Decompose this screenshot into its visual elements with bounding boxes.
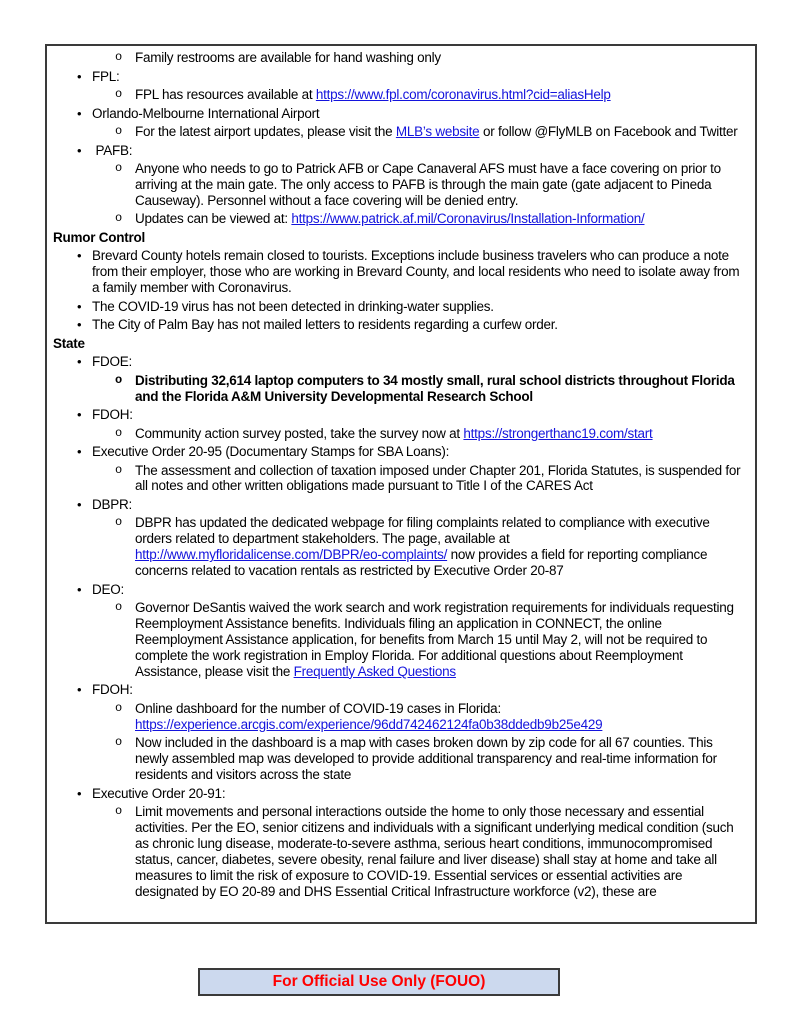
list-item-level2 bbox=[53, 600, 744, 680]
text-run: FDOE: bbox=[92, 354, 133, 370]
text-run: FDOH: bbox=[92, 407, 133, 423]
list-item-level2 bbox=[53, 515, 744, 579]
list-item-level1 bbox=[53, 582, 744, 598]
text-run: Now included in the dashboard is a map with cases broken down by zip code for all 67 counties. This newly assembled map was developed to provide additional transparency and real-time information for residents and visitors across the state bbox=[135, 735, 721, 782]
disc-bullet-icon: • bbox=[77, 317, 82, 333]
list-item-level1 bbox=[53, 682, 744, 698]
text-run: Updates can be viewed at: bbox=[135, 211, 292, 227]
disc-bullet-icon: • bbox=[77, 581, 82, 597]
text-run: DEO: bbox=[92, 581, 125, 597]
circle-bullet-icon: o bbox=[115, 600, 122, 615]
circle-bullet-icon: o bbox=[115, 124, 122, 138]
disc-bullet-icon: • bbox=[77, 444, 82, 460]
text-run: Family restrooms are available for hand washing only bbox=[135, 50, 441, 65]
disc-bullet-icon: • bbox=[77, 298, 82, 314]
circle-bullet-icon: o bbox=[115, 372, 122, 387]
list-item-level2 bbox=[53, 735, 744, 783]
disc-bullet-icon: • bbox=[77, 354, 82, 370]
text-run: DBPR has updated the dedicated webpage for filing complaints related to compliance with executive orders related to department stakeholders. The page, available at bbox=[135, 515, 714, 547]
text-run: The assessment and collection of taxation imposed under Chapter 201, Florida Statutes, is suspended for all notes and other written obligations made pursuant to Title I of the CARES Act bbox=[135, 462, 744, 494]
circle-bullet-icon: o bbox=[115, 700, 122, 715]
hyperlink[interactable]: https://www.patrick.af.mil/Coronavirus/Installation-Information/ bbox=[291, 211, 645, 227]
text-run: now provides a field for reporting compliance concerns related to vacation rentals as restricted by Executive Order 20-87 bbox=[135, 547, 711, 579]
circle-bullet-icon: o bbox=[115, 804, 122, 818]
list-item-level1 bbox=[53, 317, 744, 333]
fouo-footer-banner bbox=[198, 968, 560, 996]
section-heading bbox=[53, 336, 744, 352]
text-run: FPL has resources available at bbox=[135, 87, 316, 102]
hyperlink[interactable]: https://strongerthanc19.com/start bbox=[463, 425, 653, 441]
disc-bullet-icon: • bbox=[77, 248, 82, 264]
text-run: State bbox=[53, 335, 85, 351]
list-item-level1 bbox=[53, 143, 744, 159]
list-item-level2 bbox=[53, 124, 744, 140]
text-run: Governor DeSantis waived the work search and work registration requirements for individuals requesting Reemployment Assistance benefits. Individuals filing an application in CONNECT, the online Reemployment Assistance application, for benefits from March 15 until May 2, will not be required to complete the work registration in Employ Florida. For additional questions about Reemployment Assistance, please visit the bbox=[135, 600, 738, 679]
list-item-level2 bbox=[53, 211, 744, 227]
fouo-footer-label: For Official Use Only (FOUO) bbox=[272, 973, 486, 990]
text-run: Limit movements and personal interactions outside the home to only those necessary and essential activities. Per the EO, senior citizens and individuals with a significant underlying medical condition (such as chronic lung disease, moderate-to-severe asthma, serious heart conditions, immunocompromised status, cancer, diabetes, severe obesity, renal failure and liver disease) shall stay at home and take all measures to limit the risk of exposure to COVID-19. Essential services or essential activities are designated by EO 20-89 and DHS Essential Critical Infrastructure workforce (v2), these are bbox=[135, 804, 738, 899]
text-run: Executive Order 20-91: bbox=[92, 785, 226, 801]
text-run: The City of Palm Bay has not mailed letters to residents regarding a curfew order. bbox=[92, 317, 558, 333]
disc-bullet-icon: • bbox=[77, 496, 82, 512]
list-item-level1 bbox=[53, 786, 744, 802]
text-run: or follow @FlyMLB on Facebook and Twitter bbox=[479, 124, 738, 139]
text-run: For the latest airport updates, please visit the bbox=[135, 124, 396, 139]
list-item-level2 bbox=[53, 87, 744, 103]
list-item-level2 bbox=[53, 804, 744, 899]
text-run: Brevard County hotels remain closed to tourists. Exceptions include business travelers who can produce a note from their employer, those who are working in Brevard County, and local residents who need to isolate away from a family member with Coronavirus. bbox=[92, 248, 743, 296]
list-item-level1 bbox=[53, 407, 744, 423]
list-item-level1 bbox=[53, 444, 744, 460]
list-item-level2 bbox=[53, 373, 744, 405]
disc-bullet-icon: • bbox=[77, 105, 82, 121]
circle-bullet-icon: o bbox=[115, 87, 122, 101]
text-run: Online dashboard for the number of COVID-19 cases in Florida: bbox=[135, 700, 505, 716]
disc-bullet-icon: • bbox=[77, 682, 82, 698]
hyperlink[interactable]: MLB’s website bbox=[395, 124, 480, 139]
list-item-level2 bbox=[53, 426, 744, 442]
hyperlink[interactable]: https://experience.arcgis.com/experience/96dd742462124fa0b38ddedb9b25e429 bbox=[135, 716, 603, 732]
text-run: Rumor Control bbox=[53, 229, 145, 245]
text-run: DBPR: bbox=[92, 496, 133, 512]
text-run: FDOH: bbox=[92, 682, 133, 698]
list-item-level1 bbox=[53, 106, 744, 122]
list-item-level1 bbox=[53, 69, 744, 85]
disc-bullet-icon: • bbox=[77, 142, 82, 158]
hyperlink[interactable]: http://www.myfloridalicense.com/DBPR/eo-complaints/ bbox=[135, 547, 448, 563]
circle-bullet-icon: o bbox=[115, 515, 122, 530]
disc-bullet-icon: • bbox=[77, 68, 82, 84]
text-run: FPL: bbox=[92, 68, 120, 84]
circle-bullet-icon: o bbox=[115, 161, 122, 175]
document-body bbox=[53, 50, 744, 899]
list-item-level2 bbox=[53, 463, 744, 495]
section-heading bbox=[53, 230, 744, 246]
list-item-level1 bbox=[53, 497, 744, 513]
circle-bullet-icon: o bbox=[115, 211, 122, 226]
list-item-level1 bbox=[53, 354, 744, 370]
list-item-level2 bbox=[53, 161, 744, 209]
text-run: Community action survey posted, take the survey now at bbox=[135, 425, 464, 441]
circle-bullet-icon: o bbox=[115, 462, 122, 477]
text-run: PAFB: bbox=[92, 142, 133, 158]
disc-bullet-icon: • bbox=[77, 785, 82, 801]
text-run: The COVID-19 virus has not been detected in drinking-water supplies. bbox=[92, 298, 494, 314]
circle-bullet-icon: o bbox=[115, 50, 122, 64]
page-border-box bbox=[45, 44, 757, 924]
text-run: Executive Order 20-95 (Documentary Stamps for SBA Loans): bbox=[92, 444, 450, 460]
text-run: Orlando-Melbourne International Airport bbox=[92, 105, 320, 121]
circle-bullet-icon: o bbox=[115, 735, 122, 750]
disc-bullet-icon: • bbox=[77, 407, 82, 423]
hyperlink[interactable]: https://www.fpl.com/coronavirus.html?cid=aliasHelp bbox=[315, 87, 611, 102]
circle-bullet-icon: o bbox=[115, 425, 122, 440]
list-item-level1 bbox=[53, 248, 744, 296]
list-item-level2 bbox=[53, 50, 744, 66]
list-item-level1 bbox=[53, 299, 744, 315]
text-run: Distributing 32,614 laptop computers to 34 mostly small, rural school districts throughout Florida and the Florida A&M University Developmental Research School bbox=[135, 372, 739, 404]
text-run: Anyone who needs to go to Patrick AFB or Cape Canaveral AFS must have a face covering on prior to arriving at the main gate. The only access to PAFB is through the main gate (gate adjacent to Pineda Causeway). Personnel without a face covering will be denied entry. bbox=[135, 161, 725, 208]
hyperlink[interactable]: Frequently Asked Questions bbox=[293, 663, 456, 679]
list-item-level2 bbox=[53, 701, 744, 733]
